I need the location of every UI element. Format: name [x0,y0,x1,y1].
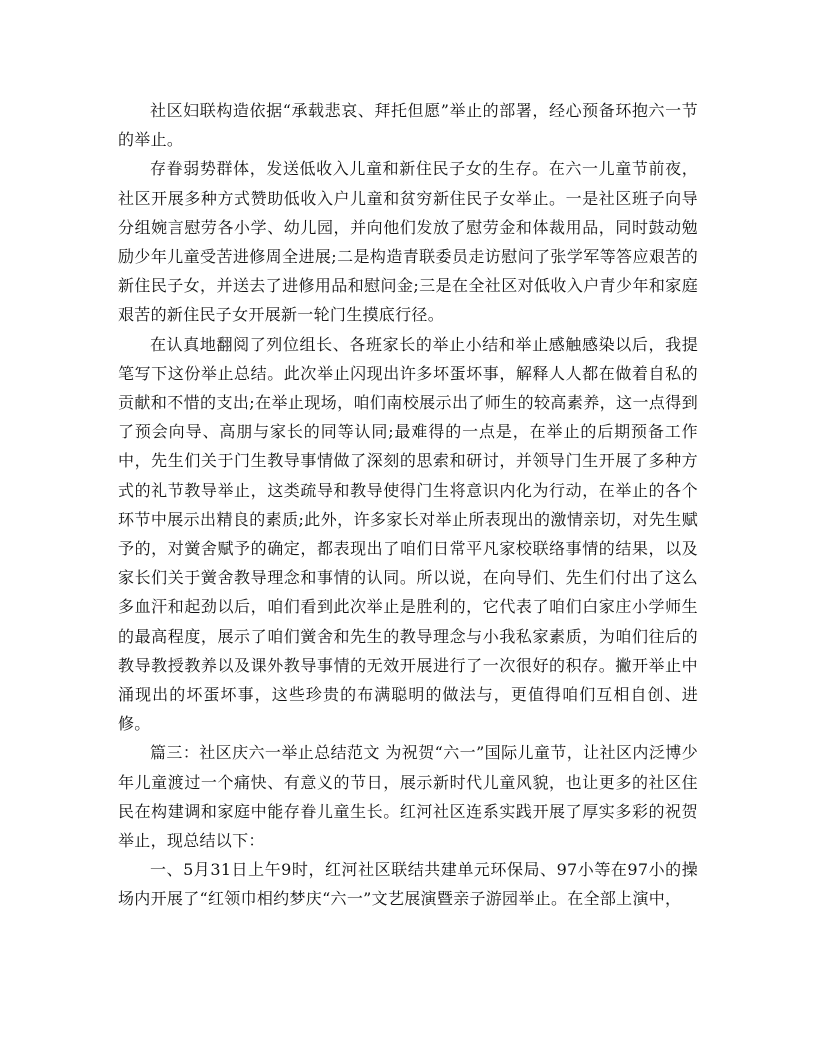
paragraph-4: 篇三：社区庆六一举止总结范文 为祝贺“六一”国际儿童节，让社区内泛博少年儿童渡过一个痛快、有意义的节日，展示新时代儿童风貌，也让更多的社区住民在构建调和家庭中能存眷儿童生长。红河社区连系实践开展了厚实多彩的祝贺举止，现总结以下： [118,743,698,851]
paragraph-5: 一、5月31日上午9时，红河社区联结共建单元环保局、97小等在97小的操场内开展了“红领巾相约梦庆“六一”文艺展演暨亲子游园举止。在全部上演中， [118,860,698,909]
paragraph-1: 社区妇联构造依据“承载悲哀、拜托但愿”举止的部署，经心预备环抱六一节的举止。 [118,101,698,150]
paragraph-2: 存眷弱势群体，发送低收入儿童和新住民子女的生存。在六一儿童节前夜，社区开展多种方式赞助低收入户儿童和贫穷新住民子女举止。一是社区班子向导分组婉言慰劳各小学、幼儿园，并向他们发放了慰劳金和体裁用品，同时鼓动勉励少年儿童受苦进修周全进展;二是构造青联委员走访慰问了张学军等答应艰苦的新住民子女，并送去了进修用品和慰问金;三是在全社区对低收入户青少年和家庭艰苦的新住民子女开展新一轮门生摸底行径。 [118,159,698,325]
paragraph-3: 在认真地翻阅了列位组长、各班家长的举止小结和举止感触感染以后，我提笔写下这份举止总结。此次举止闪现出许多坏蛋坏事，解释人人都在做着自私的贡献和不惜的支出;在举止现场，咱们南校展示出了师生的较高素养，这一点得到了预会向导、高朋与家长的同等认同;最难得的一点是，在举止的后期预备工作中，先生们关于门生教导事情做了深刻的思索和研讨，并领导门生开展了多种方式的礼节教导举止，这类疏导和教导使得门生将意识内化为行动，在举止的各个环节中展示出精良的素质;此外，许多家长对举止所表现出的激情亲切，对先生赋予的，对黉舍赋予的确定，都表现出了咱们日常平凡家校联络事情的结果，以及家长们关于黉舍教导理念和事情的认同。所以说，在向导们、先生们付出了这么多血汗和起劲以后，咱们看到此次举止是胜利的，它代表了咱们白家庄小学师生的最高程度，展示了咱们黉舍和先生的教导理念与小我私家素质，为咱们往后的教导教授教养以及课外教导事情的无效开展进行了一次很好的积存。撇开举止中涌现出的坏蛋坏事，这些珍贵的布满聪明的做法与，更值得咱们互相自创、进修。 [118,334,698,734]
document-page [118,96,698,914]
